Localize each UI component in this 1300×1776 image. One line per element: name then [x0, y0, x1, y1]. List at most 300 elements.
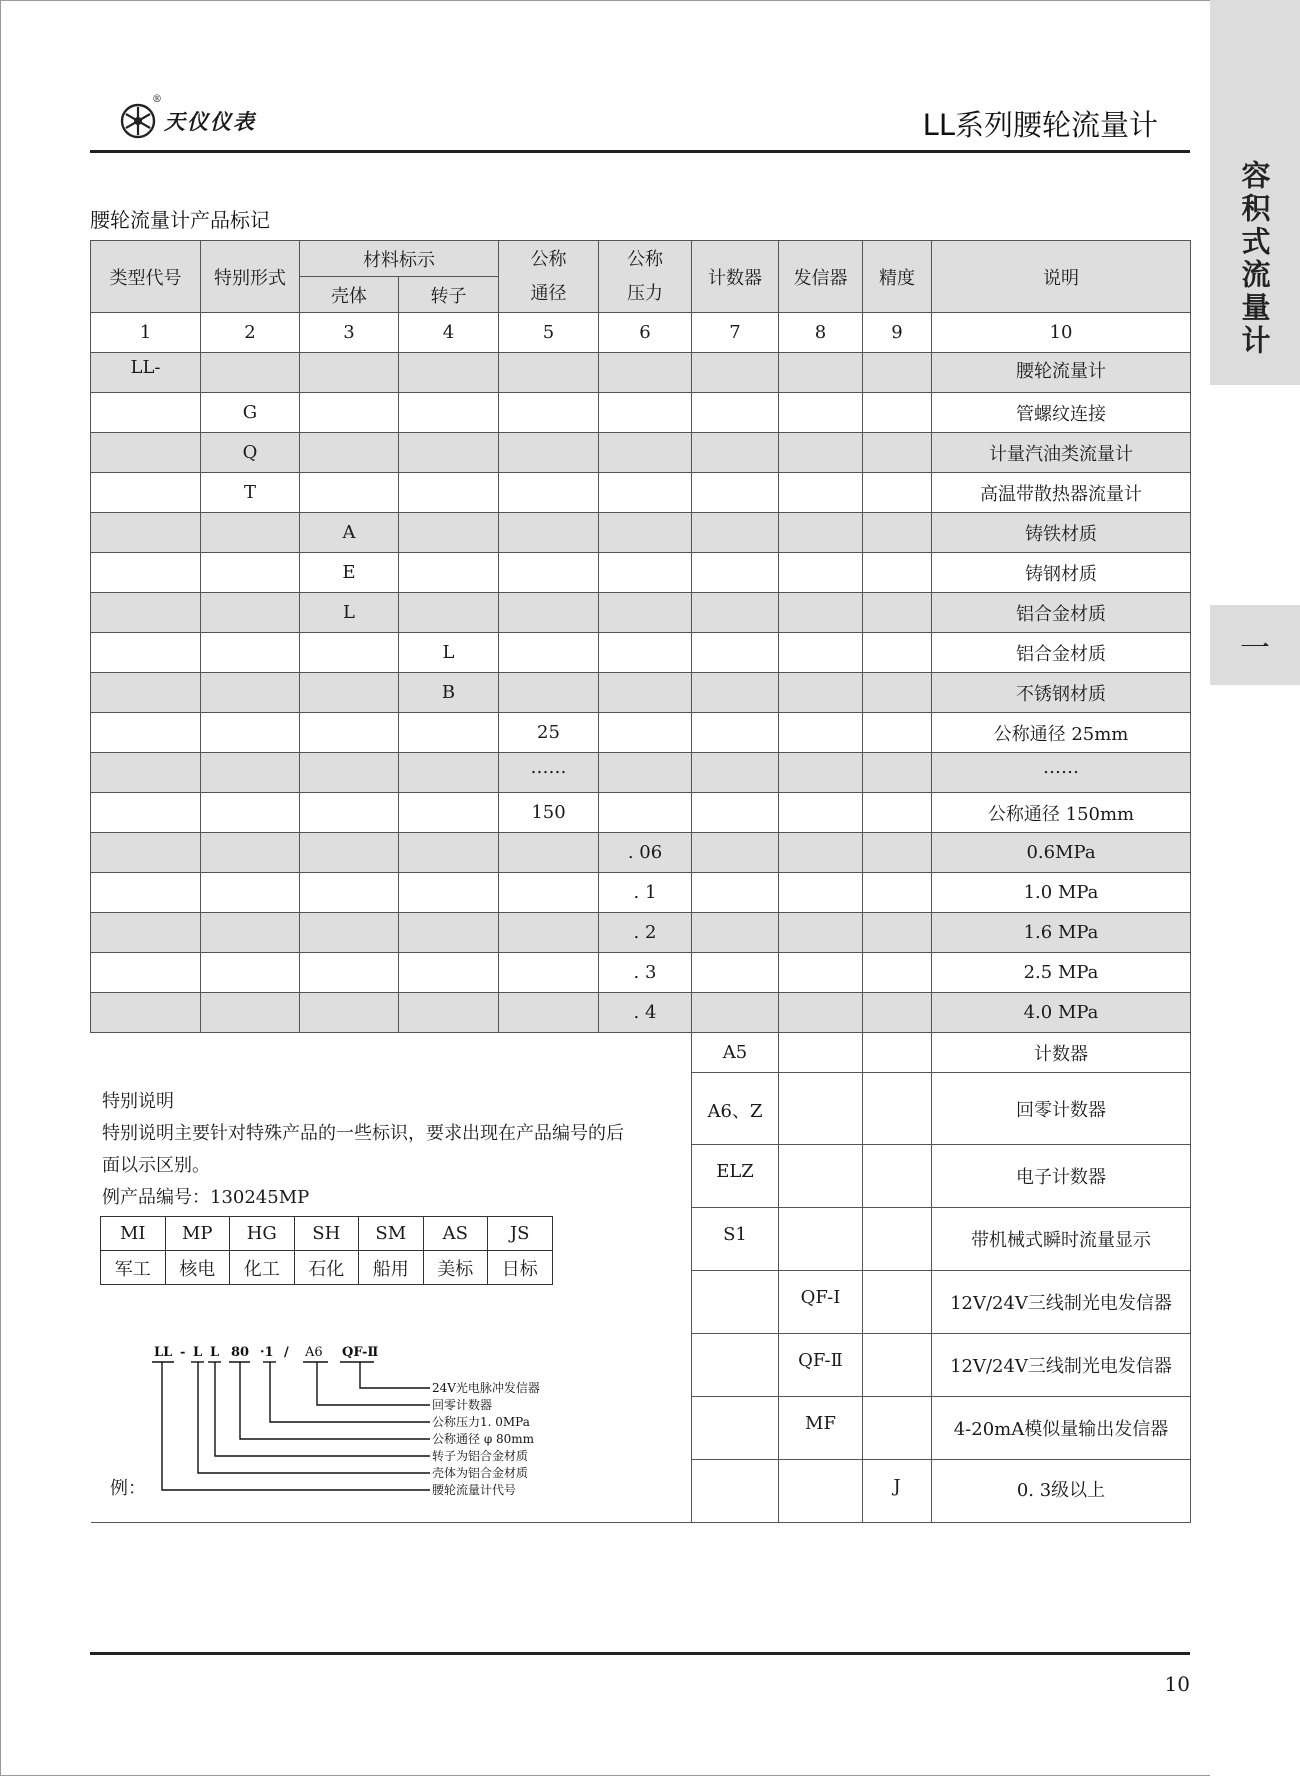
nominal-dn-cell: [499, 553, 599, 593]
special-notes: [102, 1086, 682, 1214]
shell-cell: [300, 433, 399, 473]
counter-cell: [692, 353, 779, 393]
index-cell: 2: [201, 313, 300, 353]
accuracy-cell: [863, 1271, 932, 1334]
accuracy-cell: [863, 993, 932, 1033]
code-part-pressure: ·1: [260, 1345, 274, 1360]
index-cell: 5: [499, 313, 599, 353]
accuracy-cell: [863, 1397, 932, 1460]
special-code-cell: JS: [488, 1217, 553, 1251]
accuracy-cell: [863, 553, 932, 593]
counter-cell: A5: [692, 1033, 779, 1073]
example-note-type: 腰轮流量计代号: [432, 1483, 517, 1497]
description-cell: 0. 3级以上: [932, 1460, 1191, 1523]
header-nominal-pressure: [599, 241, 692, 313]
shell-cell: E: [300, 553, 399, 593]
page-title: LL系列腰轮流量计: [922, 108, 1158, 142]
accuracy-cell: [863, 1334, 932, 1397]
transmitter-cell: [779, 753, 863, 793]
type-code-cell: [91, 633, 201, 673]
footer-divider: [90, 1652, 1190, 1655]
code-part-ll: LL: [154, 1345, 173, 1360]
nominal-pressure-cell: . 06: [599, 833, 692, 873]
counter-cell: [692, 633, 779, 673]
table-row: [91, 593, 1191, 633]
type-code-cell: [91, 433, 201, 473]
special-codes-row: [101, 1217, 553, 1251]
nominal-dn-cell: [499, 433, 599, 473]
special-form-cell: T: [201, 473, 300, 513]
transmitter-cell: [779, 353, 863, 393]
description-cell: 不锈钢材质: [932, 673, 1191, 713]
transmitter-cell: [779, 1145, 863, 1208]
transmitter-cell: [779, 913, 863, 953]
accuracy-cell: [863, 433, 932, 473]
example-note-dn: 公称通径 φ 80mm: [432, 1432, 535, 1446]
description-cell: 12V/24V三线制光电发信器: [932, 1334, 1191, 1397]
index-cell: 10: [932, 313, 1191, 353]
nominal-pressure-cell: [599, 393, 692, 433]
index-cell: 9: [863, 313, 932, 353]
transmitter-cell: QF-Ⅰ: [779, 1271, 863, 1334]
nominal-dn-cell: [499, 593, 599, 633]
special-form-cell: [201, 713, 300, 753]
rotor-cell: [399, 473, 499, 513]
nominal-dn-cell: 150: [499, 793, 599, 833]
code-part-transmitter: QF-Ⅱ: [342, 1345, 379, 1360]
rotor-cell: [399, 993, 499, 1033]
rotor-cell: [399, 433, 499, 473]
rotor-cell: [399, 953, 499, 993]
header-rotor: 转子: [399, 277, 499, 313]
description-cell: 回零计数器: [932, 1073, 1191, 1145]
rotor-cell: [399, 753, 499, 793]
index-cell: 1: [91, 313, 201, 353]
shell-cell: [300, 473, 399, 513]
side-title-container: [1210, 160, 1300, 370]
special-form-cell: [201, 753, 300, 793]
nominal-dn-cell: [499, 633, 599, 673]
rotor-cell: [399, 593, 499, 633]
accuracy-cell: [863, 1145, 932, 1208]
table-row: [91, 513, 1191, 553]
transmitter-cell: [779, 993, 863, 1033]
table-row: [91, 713, 1191, 753]
nominal-pressure-cell: [599, 513, 692, 553]
counter-cell: [692, 953, 779, 993]
accuracy-cell: [863, 953, 932, 993]
header-special-form: 特别形式: [201, 241, 300, 313]
code-part-rotor: L: [210, 1345, 220, 1360]
nominal-pressure-cell: [599, 753, 692, 793]
example-note-shell: 壳体为铝合金材质: [432, 1466, 529, 1480]
counter-cell: [692, 1397, 779, 1460]
nominal-dn-cell: [499, 673, 599, 713]
type-code-cell: [91, 593, 201, 633]
header-nominal-dn: [499, 241, 599, 313]
side-chapter-marker: 一: [1210, 605, 1300, 685]
index-cell: 7: [692, 313, 779, 353]
accuracy-cell: [863, 673, 932, 713]
nominal-dn-cell: [499, 393, 599, 433]
table-row: [91, 473, 1191, 513]
counter-cell: [692, 1460, 779, 1523]
description-cell: 1.0 MPa: [932, 873, 1191, 913]
accuracy-cell: [863, 513, 932, 553]
code-part-dn: 80: [231, 1345, 250, 1360]
transmitter-cell: [779, 1073, 863, 1145]
header-nominal-dn-line2: 通径: [530, 282, 567, 304]
type-code-cell: LL-: [91, 353, 201, 393]
code-part-dash: -: [180, 1345, 186, 1360]
nominal-pressure-cell: [599, 473, 692, 513]
counter-cell: [692, 393, 779, 433]
table-row: [91, 633, 1191, 673]
rotor-cell: L: [399, 633, 499, 673]
special-form-cell: [201, 593, 300, 633]
table-row: [91, 833, 1191, 873]
special-notes-line1: 特别说明主要针对特殊产品的一些标识，要求出现在产品编号的后: [102, 1123, 624, 1144]
accuracy-cell: [863, 713, 932, 753]
counter-cell: [692, 913, 779, 953]
special-code-cell: SH: [294, 1217, 359, 1251]
special-form-cell: Q: [201, 433, 300, 473]
special-code-cell: SM: [359, 1217, 424, 1251]
counter-cell: [692, 593, 779, 633]
code-part-counter: A6: [305, 1345, 323, 1360]
shell-cell: [300, 753, 399, 793]
side-title: 容积式流量计: [1237, 160, 1272, 358]
accuracy-cell: [863, 913, 932, 953]
type-code-cell: [91, 873, 201, 913]
accuracy-cell: [863, 1073, 932, 1145]
shell-cell: L: [300, 593, 399, 633]
special-notes-example-code: 例产品编号：130245MP: [102, 1187, 310, 1208]
special-form-cell: [201, 993, 300, 1033]
special-meaning-cell: 日标: [488, 1251, 553, 1285]
rotor-cell: [399, 913, 499, 953]
shell-cell: [300, 833, 399, 873]
description-cell: 高温带散热器流量计: [932, 473, 1191, 513]
table-row: [91, 353, 1191, 393]
brand-logo: [120, 103, 256, 139]
description-cell: 铝合金材质: [932, 633, 1191, 673]
type-code-cell: [91, 713, 201, 753]
special-form-cell: G: [201, 393, 300, 433]
special-code-cell: MP: [165, 1217, 230, 1251]
rotor-cell: B: [399, 673, 499, 713]
header-counter: 计数器: [692, 241, 779, 313]
transmitter-cell: [779, 1208, 863, 1271]
transmitter-cell: [779, 593, 863, 633]
table-row: [91, 753, 1191, 793]
transmitter-cell: [779, 793, 863, 833]
nominal-pressure-cell: [599, 713, 692, 753]
rotor-cell: [399, 393, 499, 433]
transmitter-cell: [779, 873, 863, 913]
index-row: [91, 313, 1191, 353]
accuracy-cell: [863, 393, 932, 433]
blank-cell: [91, 1033, 692, 1073]
description-cell: 电子计数器: [932, 1145, 1191, 1208]
counter-cell: S1: [692, 1208, 779, 1271]
code-part-slash: /: [284, 1345, 289, 1360]
counter-cell: [692, 833, 779, 873]
rotor-cell: [399, 873, 499, 913]
counter-cell: [692, 513, 779, 553]
accuracy-cell: [863, 873, 932, 913]
transmitter-cell: [779, 633, 863, 673]
transmitter-cell: MF: [779, 1397, 863, 1460]
counter-cell: [692, 553, 779, 593]
nominal-pressure-cell: [599, 673, 692, 713]
counter-cell: [692, 433, 779, 473]
table-row: [91, 873, 1191, 913]
special-meaning-cell: 船用: [359, 1251, 424, 1285]
nominal-dn-cell: [499, 953, 599, 993]
accuracy-cell: [863, 793, 932, 833]
type-code-cell: [91, 753, 201, 793]
table-row: [91, 673, 1191, 713]
transmitter-cell: [779, 393, 863, 433]
page-number: 10: [1164, 1672, 1190, 1696]
shell-cell: [300, 633, 399, 673]
rotor-cell: [399, 713, 499, 753]
special-form-cell: [201, 873, 300, 913]
index-cell: 3: [300, 313, 399, 353]
index-cell: 6: [599, 313, 692, 353]
type-code-cell: [91, 473, 201, 513]
counter-cell: [692, 1271, 779, 1334]
rotor-cell: [399, 353, 499, 393]
counter-cell: [692, 793, 779, 833]
rotor-cell: [399, 513, 499, 553]
special-meaning-cell: 军工: [101, 1251, 166, 1285]
registered-mark: ®: [152, 94, 162, 105]
header-shell: 壳体: [300, 277, 399, 313]
special-form-cell: [201, 513, 300, 553]
header-transmitter: 发信器: [779, 241, 863, 313]
special-meaning-cell: 石化: [294, 1251, 359, 1285]
shell-cell: [300, 673, 399, 713]
code-part-shell: L: [193, 1345, 203, 1360]
accuracy-cell: [863, 1033, 932, 1073]
section-title: 腰轮流量计产品标记: [90, 208, 270, 232]
special-meaning-cell: 美标: [423, 1251, 488, 1285]
nominal-dn-cell: [499, 993, 599, 1033]
transmitter-cell: [779, 953, 863, 993]
index-cell: 8: [779, 313, 863, 353]
nominal-pressure-cell: [599, 633, 692, 673]
example-note-pressure: 公称压力1. 0MPa: [432, 1415, 530, 1429]
example-label: 例：: [110, 1478, 146, 1499]
table-row: [91, 913, 1191, 953]
accuracy-cell: J: [863, 1460, 932, 1523]
description-cell: 公称通径 25mm: [932, 713, 1191, 753]
description-cell: 公称通径 150mm: [932, 793, 1191, 833]
transmitter-cell: [779, 433, 863, 473]
counter-cell: [692, 473, 779, 513]
shell-cell: [300, 873, 399, 913]
special-form-cell: [201, 953, 300, 993]
header-nominal-pressure-line2: 压力: [627, 282, 663, 304]
table-row: [91, 793, 1191, 833]
transmitter-cell: [779, 513, 863, 553]
nominal-pressure-cell: [599, 553, 692, 593]
description-cell: ……: [932, 753, 1191, 793]
counter-cell: A6、Z: [692, 1073, 779, 1145]
table-row: [91, 393, 1191, 433]
type-code-cell: [91, 393, 201, 433]
header-description: 说明: [932, 241, 1191, 313]
nominal-pressure-cell: . 1: [599, 873, 692, 913]
nominal-dn-cell: [499, 473, 599, 513]
header-row: [91, 241, 1191, 277]
description-cell: 0.6MPa: [932, 833, 1191, 873]
description-cell: 4-20mA模似量输出发信器: [932, 1397, 1191, 1460]
special-meaning-cell: 核电: [165, 1251, 230, 1285]
transmitter-cell: [779, 473, 863, 513]
shell-cell: [300, 913, 399, 953]
nominal-pressure-cell: [599, 793, 692, 833]
nominal-pressure-cell: [599, 433, 692, 473]
type-code-cell: [91, 953, 201, 993]
special-code-cell: MI: [101, 1217, 166, 1251]
special-code-cell: HG: [230, 1217, 295, 1251]
counter-cell: [692, 1334, 779, 1397]
nominal-pressure-cell: . 2: [599, 913, 692, 953]
accuracy-cell: [863, 593, 932, 633]
description-cell: 铸铁材质: [932, 513, 1191, 553]
counter-cell: ELZ: [692, 1145, 779, 1208]
description-cell: 腰轮流量计: [932, 353, 1191, 393]
transmitter-cell: [779, 673, 863, 713]
description-cell: 计量汽油类流量计: [932, 433, 1191, 473]
type-code-cell: [91, 993, 201, 1033]
special-form-cell: [201, 673, 300, 713]
shell-cell: A: [300, 513, 399, 553]
table-row-counter-a5: [91, 1033, 1191, 1073]
counter-cell: [692, 993, 779, 1033]
type-code-cell: [91, 553, 201, 593]
example-code-diagram: [140, 1338, 560, 1508]
special-notes-title: 特别说明: [102, 1091, 174, 1112]
type-code-cell: [91, 913, 201, 953]
description-cell: 1.6 MPa: [932, 913, 1191, 953]
nominal-dn-cell: [499, 513, 599, 553]
accuracy-cell: [863, 473, 932, 513]
header-type-code: 类型代号: [91, 241, 201, 313]
description-cell: 12V/24V三线制光电发信器: [932, 1271, 1191, 1334]
special-notes-line2: 面以示区别。: [102, 1155, 210, 1176]
counter-cell: [692, 873, 779, 913]
table-row: [91, 433, 1191, 473]
shell-cell: [300, 353, 399, 393]
accuracy-cell: [863, 353, 932, 393]
description-cell: 2.5 MPa: [932, 953, 1191, 993]
rotor-cell: [399, 833, 499, 873]
rotor-cell: [399, 793, 499, 833]
type-code-cell: [91, 833, 201, 873]
brand-name: 天仪仪表: [164, 109, 256, 134]
description-cell: 管螺纹连接: [932, 393, 1191, 433]
rotor-cell: [399, 553, 499, 593]
header-nominal-pressure-line1: 公称: [627, 248, 663, 270]
special-codes-table: [100, 1216, 553, 1285]
accuracy-cell: [863, 1208, 932, 1271]
special-form-cell: [201, 633, 300, 673]
description-cell: 计数器: [932, 1033, 1191, 1073]
header-divider: [90, 150, 1190, 153]
example-note-transmitter: 24V光电脉冲发信器: [432, 1381, 540, 1395]
nominal-dn-cell: ……: [499, 753, 599, 793]
special-form-cell: [201, 793, 300, 833]
example-note-counter: 回零计数器: [432, 1398, 493, 1412]
type-code-cell: [91, 513, 201, 553]
header-nominal-dn-line1: 公称: [530, 248, 567, 270]
header-accuracy: 精度: [863, 241, 932, 313]
special-form-cell: [201, 913, 300, 953]
shell-cell: [300, 713, 399, 753]
table-row: [91, 993, 1191, 1033]
accuracy-cell: [863, 753, 932, 793]
nominal-dn-cell: [499, 873, 599, 913]
shell-cell: [300, 393, 399, 433]
special-meanings-row: [101, 1251, 553, 1285]
counter-cell: [692, 753, 779, 793]
shell-cell: [300, 993, 399, 1033]
special-form-cell: [201, 833, 300, 873]
nominal-dn-cell: 25: [499, 713, 599, 753]
nominal-pressure-cell: . 3: [599, 953, 692, 993]
description-cell: 带机械式瞬时流量显示: [932, 1208, 1191, 1271]
nominal-pressure-cell: . 4: [599, 993, 692, 1033]
shell-cell: [300, 953, 399, 993]
special-code-cell: AS: [423, 1217, 488, 1251]
special-meaning-cell: 化工: [230, 1251, 295, 1285]
transmitter-cell: [779, 1460, 863, 1523]
brand-logo-icon: [120, 103, 156, 139]
table-row: [91, 953, 1191, 993]
special-form-cell: [201, 553, 300, 593]
special-form-cell: [201, 353, 300, 393]
transmitter-cell: [779, 553, 863, 593]
nominal-pressure-cell: [599, 593, 692, 633]
nominal-pressure-cell: [599, 353, 692, 393]
description-cell: 铝合金材质: [932, 593, 1191, 633]
accuracy-cell: [863, 633, 932, 673]
product-code-table: [90, 240, 1191, 1523]
nominal-dn-cell: [499, 833, 599, 873]
table-row: [91, 553, 1191, 593]
nominal-dn-cell: [499, 353, 599, 393]
counter-cell: [692, 713, 779, 753]
transmitter-cell: [779, 713, 863, 753]
index-cell: 4: [399, 313, 499, 353]
nominal-dn-cell: [499, 913, 599, 953]
type-code-cell: [91, 793, 201, 833]
counter-cell: [692, 673, 779, 713]
transmitter-cell: [779, 1033, 863, 1073]
type-code-cell: [91, 673, 201, 713]
shell-cell: [300, 793, 399, 833]
description-cell: 铸钢材质: [932, 553, 1191, 593]
transmitter-cell: [779, 833, 863, 873]
description-cell: 4.0 MPa: [932, 993, 1191, 1033]
accuracy-cell: [863, 833, 932, 873]
example-note-rotor: 转子为铝合金材质: [432, 1449, 529, 1463]
transmitter-cell: QF-Ⅱ: [779, 1334, 863, 1397]
